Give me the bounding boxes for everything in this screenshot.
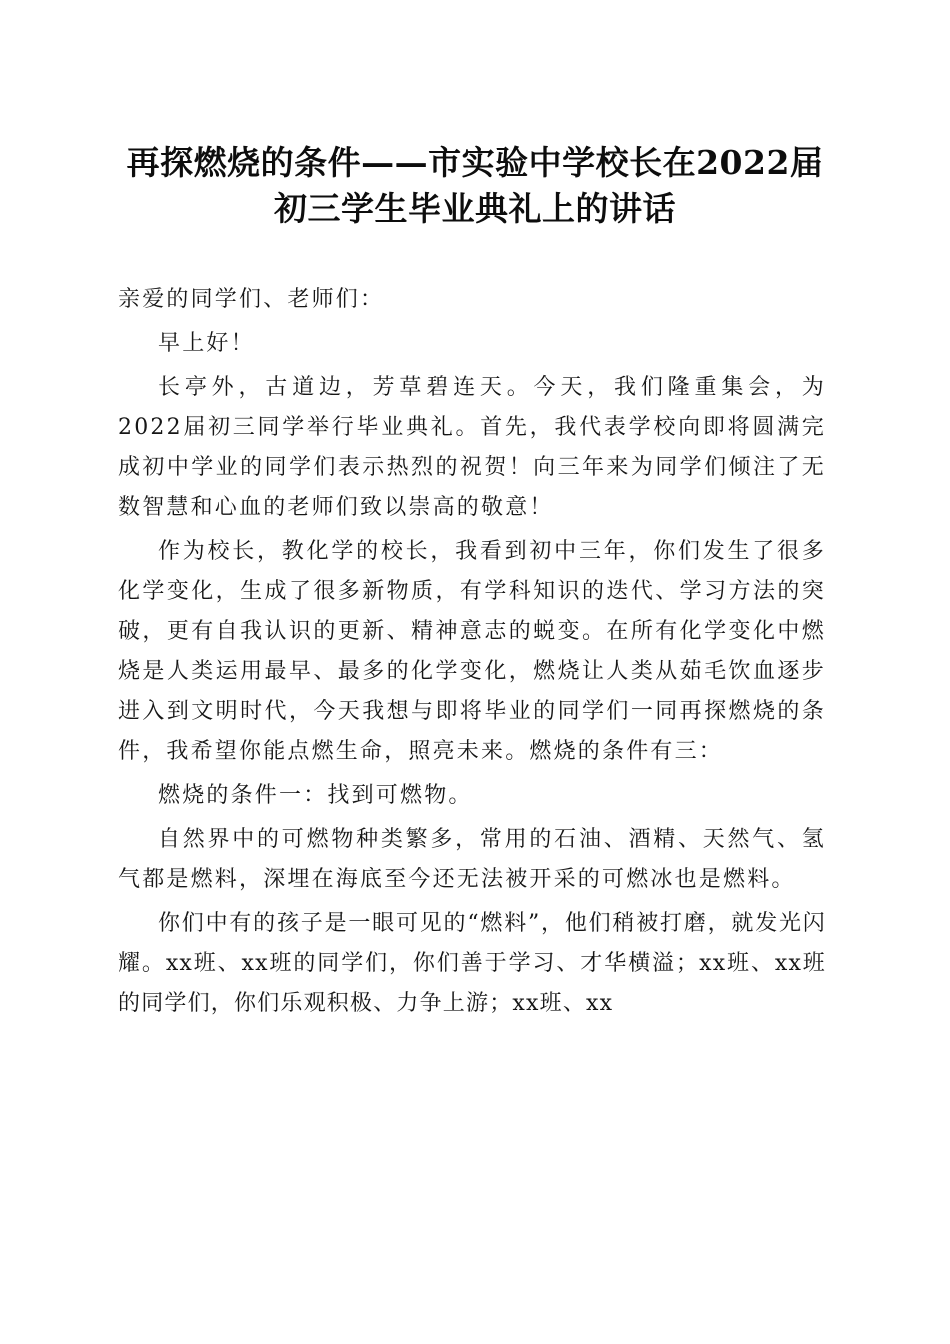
paragraph-fuels: 自然界中的可燃物种类繁多，常用的石油、酒精、天然气、氢气都是燃料，深埋在海底至今还无法被开采的可燃冰也是燃料。 xyxy=(118,827,826,892)
paragraph-students: 你们中有的孩子是一眼可见的“燃料”，他们稍被打磨，就发光闪耀。xx班、xx班的同学们，你们善于学习、才华横溢；xx班、xx班的同学们，你们乐观积极、力争上游；xx班、xx xyxy=(118,911,826,1016)
paragraph-chemistry: 作为校长，教化学的校长，我看到初中三年，你们发生了很多化学变化，生成了很多新物质，有学科知识的迭代、学习方法的突破，更有自我认识的更新、精神意志的蜕变。在所有化学变化中燃烧是人类运用最早、最多的化学变化，燃烧让人类从茹毛饮血逐步进入到文明时代，今天我想与即将毕业的同学们一同再探燃烧的条件，我希望你能点燃生命，照亮未来。燃烧的条件有三： xyxy=(118,539,826,764)
salutation: 亲爱的同学们、老师们： xyxy=(118,287,385,312)
paragraph-greeting: 早上好！ xyxy=(158,331,255,356)
document-body xyxy=(118,280,826,1028)
paragraph-condition-one: 燃烧的条件一：找到可燃物。 xyxy=(158,783,473,808)
document-title: 再探燃烧的条件——市实验中学校长在2022届初三学生毕业典礼上的讲话 xyxy=(126,143,824,228)
paragraph-opening: 长亭外，古道边，芳草碧连天。今天，我们隆重集会，为2022届初三同学举行毕业典礼。首先，我代表学校向即将圆满完成初中学业的同学们表示热烈的祝贺！向三年来为同学们倾注了无数智慧和心血的老师们致以崇高的敬意！ xyxy=(118,375,826,520)
